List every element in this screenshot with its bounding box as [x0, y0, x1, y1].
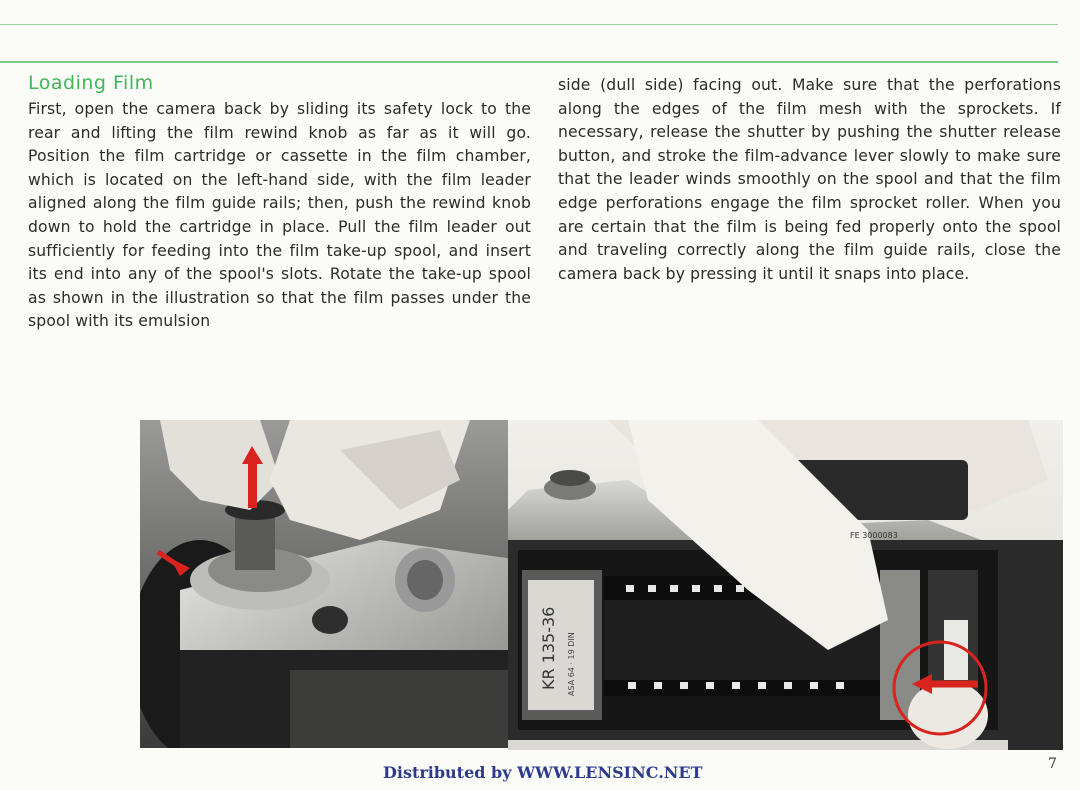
header-rule	[0, 61, 1058, 63]
cartridge-label: KR 135-36	[539, 606, 558, 690]
body-text-left: First, open the camera back by sliding its safety lock to the rear and lifting the film rewind knob as far as it will go. Position the film cartridge or cassette in the film chamber, which is located on the left-hand side, with the film leader aligned along the film guide rails; then, push the rewind knob down to hold the cartridge in place. Pull the film leader out sufficiently for feeding into the film take-up spool, and insert its end into any of the spool's slots. Rotate the take-up spool as shown in the illustration so that the film passes under the spool with its emulsion	[28, 100, 531, 331]
photo-film-chamber	[508, 420, 1063, 750]
body-text-right: side (dull side) facing out. Make sure that the perforations along the edges of the film mesh with the sprockets. If necessary, release the shutter by pushing the shutter release button, and stroke the film-advance lever slowly to make sure that the leader winds smoothly on the spool and that the film edge perforations engage the film sprocket roller. When you are certain that the film is being fed properly onto the spool and traveling correctly along the film guide rails, close the camera back by pressing it until it snaps into place.	[558, 76, 1061, 283]
serial-number: FE 3000083	[850, 531, 898, 540]
section-heading: Loading Film	[28, 72, 154, 94]
photo-rewind-knob	[140, 420, 520, 748]
footer-distributor: Distributed by WWW.LENSINC.NET	[383, 763, 703, 782]
page-number: 7	[1048, 756, 1057, 772]
top-rule	[0, 24, 1058, 25]
cartridge-sublabel: ASA 64 · 19 DIN	[567, 632, 576, 696]
